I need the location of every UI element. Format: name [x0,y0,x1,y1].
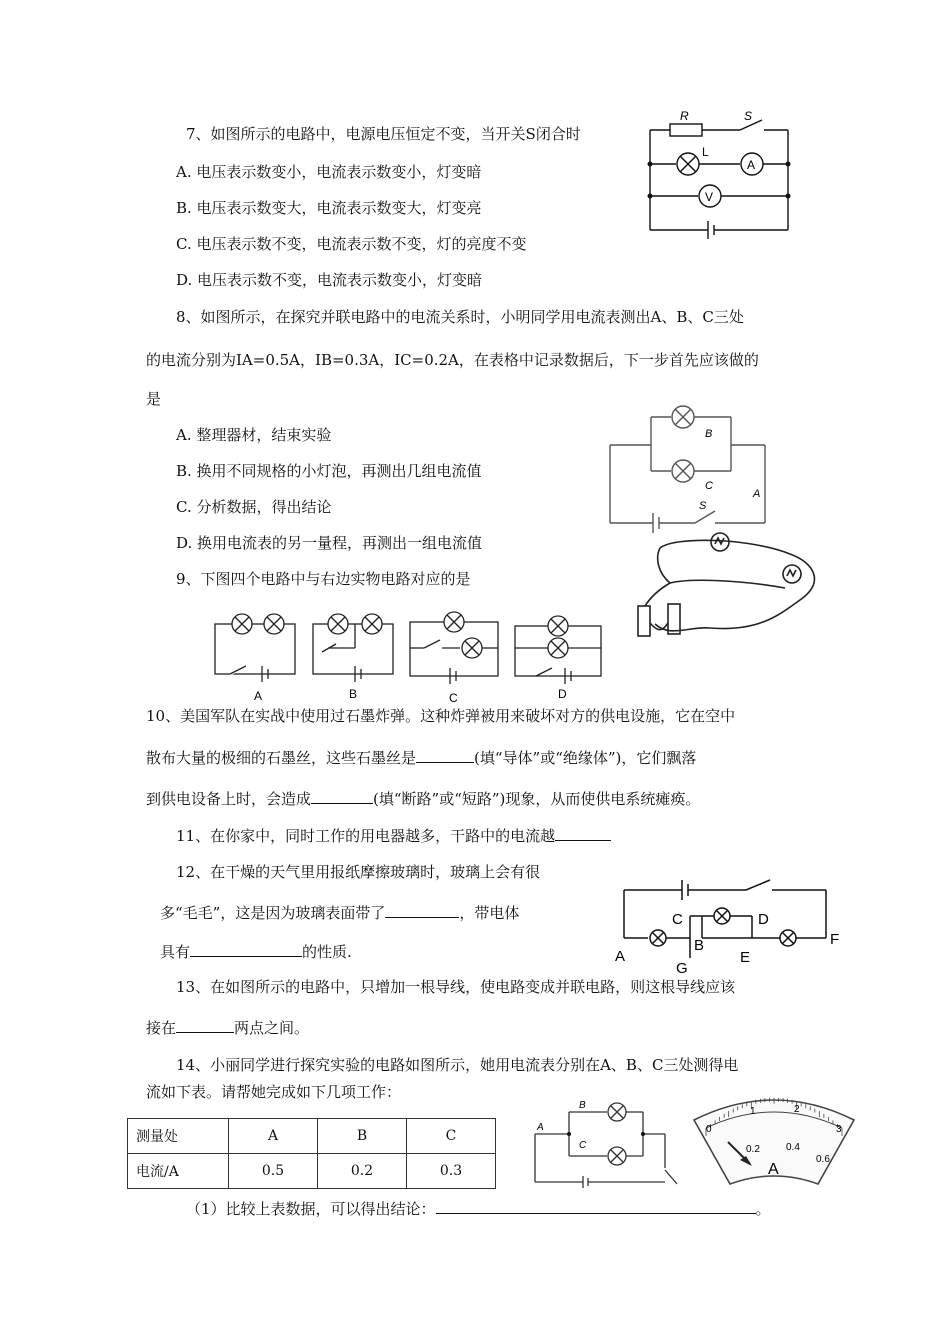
q7-option-a: A. 电压表示数变小，电流表示数变小，灯变暗 [176,163,482,181]
q10-line-2: 散布大量的极细的石墨丝，这些石墨丝是 (填“导体”或“绝缘体”)，它们飘落 [146,749,697,767]
q8-label-c: C [705,480,713,492]
switch-icon [665,1170,677,1184]
answer-blank[interactable] [416,748,474,763]
q8-label-s: S [699,500,707,512]
q12-label-g: G [676,960,688,977]
table-row [128,1119,496,1154]
q7-circuit-diagram [640,108,800,248]
q12-line-3: 具有 的性质. [160,943,352,961]
q7-option-d: D. 电压表示数不变，电流表示数变小，灯变暗 [176,271,483,289]
q9-label-b: B [349,687,358,701]
q7-label-s: S [744,109,753,123]
q8-option-a: A. 整理器材，结束实验 [176,426,332,444]
answer-blank[interactable] [190,942,302,957]
q7-option-b: B. 电压表示数变大，电流表示数变大，灯变亮 [176,199,482,217]
dial-top-0: 0 [706,1124,712,1135]
switch-icon [746,880,770,890]
q9-option-diagrams [210,612,610,704]
table-header-cell: 测量处 [128,1119,229,1154]
q12-label-b: B [694,937,705,954]
q14-circuit-diagram [525,1098,685,1193]
q7-label-v: V [705,190,714,204]
battery-icon [668,604,680,634]
q12-label-f: F [830,931,840,948]
q9-physical-circuit-sketch [630,528,830,648]
q13-line-2: 接在 两点之间。 [146,1019,310,1037]
table-cell: 电流/A [128,1154,229,1189]
q8-option-c: C. 分析数据，得出结论 [176,498,332,516]
q8-label-b: B [705,428,713,440]
q9-stem: 9、下图四个电路中与右边实物电路对应的是 [176,570,471,588]
q8-line-1: 8、如图所示，在探究并联电路中的电流关系时，小明同学用电流表测出A、B、C三处 [176,308,744,326]
q14-line-1: 14、小丽同学进行探究实验的电路如图所示，她用电流表分别在A、B、C三处测得电 [176,1056,739,1074]
dial-bottom-0-4: 0.4 [786,1142,800,1153]
answer-blank[interactable] [176,1018,234,1033]
table-row [128,1154,496,1189]
dial-bottom-0-2: 0.2 [746,1144,760,1155]
resistor-icon [670,124,702,136]
q8-line-2: 的电流分别为IA=0.5A，IB=0.3A，IC=0.2A，在表格中记录数据后，下一步首先应该做的 [146,351,759,369]
q14-ammeter-dial [688,1090,860,1190]
dial-top-2: 2 [794,1104,800,1115]
q9-label-d: D [558,687,567,701]
answer-blank[interactable] [436,1199,756,1214]
q8-circuit-diagram [605,405,775,530]
q14-label-c: C [579,1140,587,1151]
table-cell: 0.5 [229,1154,318,1189]
q9-label-c: C [449,691,458,705]
answer-blank[interactable] [555,826,611,841]
q12-line-1: 12、在干燥的天气里用报纸摩擦玻璃时，玻璃上会有很 [176,863,541,881]
q10-line-3: 到供电设备上时，会造成 (填“断路”或“短路”)现象，从而使供电系统瘫痪。 [146,790,701,808]
q14-label-b: B [579,1100,586,1111]
q12-line-2: 多“毛毛”，这是因为玻璃表面带了 ，带电体 [160,904,520,922]
q13-line-1: 13、在如图所示的电路中，只增加一根导线，使电路变成并联电路，则这根导线应该 [176,978,736,996]
q14-label-a: A [537,1122,544,1133]
switch-icon [230,666,246,674]
q14-sub-1: （1）比较上表数据，可以得出结论： 。 [186,1200,771,1218]
table-header-cell: A [229,1119,318,1154]
table-header-cell: B [318,1119,407,1154]
q11-line: 11、在你家中，同时工作的用电器越多，干路中的电流越 [176,826,611,846]
table-cell: 0.2 [318,1154,407,1189]
q12-circuit-diagram [612,876,842,976]
q7-label-r: R [680,109,689,123]
q12-label-d: D [758,911,769,928]
q12-label-c: C [672,911,683,928]
table-cell: 0.3 [407,1154,496,1189]
dial-bottom-0-6: 0.6 [816,1154,830,1165]
dial-unit: A [768,1161,779,1178]
q14-data-table [127,1118,496,1189]
q8-line-3: 是 [146,390,162,408]
dial-top-1: 1 [750,1106,756,1117]
q7-stem: 7、如图所示的电路中，电源电压恒定不变，当开关S闭合时 [186,125,581,143]
switch-icon [695,511,715,523]
q9-label-a: A [254,689,263,703]
q8-label-a: A [753,488,761,500]
switch-icon [424,640,440,648]
q8-option-b: B. 换用不同规格的小灯泡，再测出几组电流值 [176,462,482,480]
answer-blank[interactable] [385,903,459,918]
answer-blank[interactable] [311,789,373,804]
dial-top-3: 3 [836,1124,842,1135]
table-header-cell: C [407,1119,496,1154]
q7-label-l: L [702,145,709,159]
q7-option-c: C. 电压表示数不变，电流表示数不变，灯的亮度不变 [176,235,527,253]
q12-label-e: E [740,949,751,966]
q12-label-a: A [615,948,626,965]
q10-line-1: 10、美国军队在实战中使用过石墨炸弹。这种炸弹被用来破坏对方的供电设施，它在空中 [146,707,736,725]
switch-icon [536,668,552,676]
q8-option-d: D. 换用电流表的另一量程，再测出一组电流值 [176,534,483,552]
q14-line-2: 流如下表。请帮她完成如下几项工作： [146,1083,402,1101]
q7-label-a: A [747,158,756,172]
battery-icon [638,606,650,636]
